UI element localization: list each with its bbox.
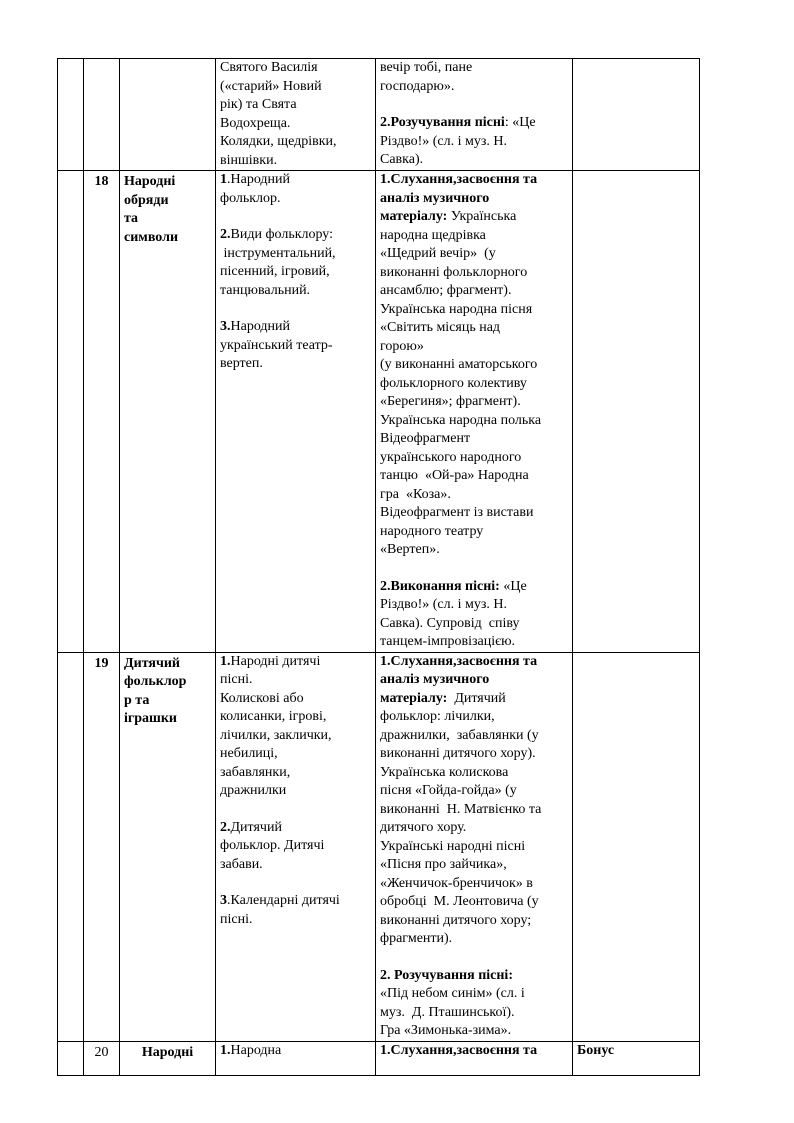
table-row-continuation	[58, 59, 700, 171]
text-line: забавлянки,	[220, 764, 291, 780]
cell-empty	[58, 171, 84, 653]
text-line: українського народного	[380, 449, 522, 465]
text-line: пісні.	[220, 672, 253, 687]
cell-content	[216, 652, 376, 1041]
text-line	[380, 967, 568, 986]
cell-activities	[376, 652, 573, 1041]
item-number: 3.	[220, 319, 231, 334]
text-line: народного театру	[380, 523, 484, 539]
text-line	[380, 578, 568, 597]
lesson-topic	[120, 171, 216, 653]
text-line	[380, 190, 568, 209]
text-line	[380, 114, 568, 133]
text-line: Гра «Зимонька-зима».	[380, 1023, 512, 1038]
text-line: Українські народні пісні	[380, 838, 526, 854]
listening-heading: аналіз музичного	[380, 672, 490, 687]
text-line: Різдво!» (сл. і муз. Н.	[380, 597, 508, 612]
text-line: гра «Коза».	[380, 486, 451, 502]
text-line	[220, 653, 371, 672]
text-line: фольклор. Дитячі	[220, 838, 325, 853]
listening-heading: аналіз музичного	[380, 190, 490, 206]
text-fragment: «Це	[499, 578, 527, 594]
text-line: Різдво!» (сл. і муз. Н.	[380, 133, 508, 149]
topic-line: обряди	[124, 192, 169, 208]
text-line	[380, 171, 568, 190]
text-line: «Щедрий вечір» (у	[380, 246, 496, 261]
item-number: 2.	[220, 227, 231, 242]
text-line: («старий» Новий	[220, 78, 322, 94]
text-line: «Женчичок-бренчичок» в	[380, 875, 533, 891]
text-line: народна щедрівка	[380, 227, 486, 243]
text-line	[380, 653, 568, 672]
text-line: виконанні дитячого хору;	[380, 912, 532, 928]
text-line: ансамблю; фрагмент).	[380, 283, 512, 298]
text-line: «Світить місяць над	[380, 320, 501, 335]
listening-heading: 1.Слухання,засвоєння та	[380, 653, 538, 669]
item-number: 1.	[220, 653, 231, 669]
text-line	[220, 1042, 371, 1061]
listening-heading: 1.Слухання,засвоєння та	[380, 1042, 538, 1058]
topic-line: Народні	[124, 174, 176, 189]
bonus-text: Бонус	[577, 1042, 615, 1058]
text-fragment: Дитячий	[230, 819, 282, 835]
text-line: виконанні дитячого хору).	[380, 746, 536, 761]
text-line: Українська народна пісня	[380, 301, 533, 317]
text-line: пісня «Гойда-гойда» (у	[380, 783, 517, 798]
topic-line: та	[124, 211, 139, 226]
text-line: фрагменти).	[380, 931, 453, 946]
text-line: Водохреща.	[220, 115, 291, 131]
performance-heading: 2.Виконання пісні:	[380, 578, 500, 594]
text-line: обробці М. Леонтовича (у	[380, 894, 539, 909]
text-line: пісні.	[220, 911, 253, 927]
text-line: горою»	[380, 338, 424, 354]
song-learning-heading: 2.Розучування пісні	[380, 115, 505, 130]
text-line: виконанні фольклорного	[380, 264, 528, 280]
text-line: Відеофрагмент	[380, 431, 471, 446]
topic-line: символи	[124, 229, 179, 245]
text-line	[220, 171, 371, 190]
item-number: 1.	[220, 1042, 231, 1058]
text-line: «Вертеп».	[380, 542, 440, 557]
text-fragment: Народні дитячі	[230, 653, 321, 669]
text-line: (у виконанні аматорського	[380, 357, 538, 372]
listening-heading: матеріалу:	[380, 209, 448, 224]
text-line: дражнилки, забавлянки (у	[380, 727, 539, 743]
text-line: Відеофрагмент із вистави	[380, 505, 534, 520]
text-line: виконанні Н. Матвієнко та	[380, 801, 542, 817]
text-fragment: Українська	[447, 209, 517, 224]
lesson-plan-table	[57, 58, 700, 1076]
text-fragment: .Календарні дитячі	[227, 893, 340, 908]
text-line: інструментальний,	[220, 245, 336, 261]
item-number: 1	[220, 172, 227, 187]
text-line: танцювальний.	[220, 282, 311, 298]
lesson-topic	[120, 652, 216, 1041]
cell-empty	[58, 652, 84, 1041]
text-line: Савка). Супровід співу	[380, 615, 520, 631]
cell-notes	[573, 1041, 700, 1075]
text-line: «Під небом синім» (сл. і	[380, 986, 525, 1001]
text-line	[220, 892, 371, 911]
text-line: Савка).	[380, 152, 424, 167]
listening-heading: матеріалу:	[380, 690, 448, 706]
text-fragment: : «Це	[504, 115, 536, 130]
text-line	[220, 819, 371, 838]
text-line: дражнилки	[220, 783, 287, 798]
text-line: фольклор: лічилки,	[380, 709, 495, 724]
cell-content	[216, 59, 376, 171]
topic-line: іграшки	[124, 711, 177, 726]
cell-empty	[84, 59, 120, 171]
text-line	[380, 208, 568, 227]
text-line: «Пісня про зайчика»,	[380, 857, 507, 872]
text-line: муз. Д. Пташинської).	[380, 1004, 515, 1020]
text-line: фольклор.	[220, 190, 281, 206]
text-line: танцем-імпровізацією.	[380, 634, 516, 649]
text-line: фольклорного колективу	[380, 375, 527, 391]
song-learning-heading: 2. Розучування пісні:	[380, 967, 513, 983]
text-line: лічилки, заклички,	[220, 727, 332, 743]
text-fragment: Народна	[230, 1042, 282, 1058]
bonus-label	[577, 1042, 695, 1061]
cell-empty	[573, 59, 700, 171]
text-line: небилиці,	[220, 746, 278, 761]
cell-empty	[573, 171, 700, 653]
text-line: український театр-	[220, 337, 333, 353]
text-line: пісенний, ігровий,	[220, 264, 330, 279]
text-line	[220, 318, 371, 337]
text-line: Українська народна полька	[380, 412, 542, 428]
cell-empty	[58, 59, 84, 171]
lesson-number: 20	[84, 1041, 120, 1075]
cell-empty	[120, 59, 216, 171]
table-row-19	[58, 652, 700, 1041]
text-line: колисанки, ігрові,	[220, 709, 327, 724]
lesson-number: 19	[84, 652, 120, 1041]
cell-activities	[376, 59, 573, 171]
text-line: дитячого хору.	[380, 820, 467, 835]
text-line: рік) та Свята	[220, 97, 297, 112]
text-line: вечір тобі, пане	[380, 60, 473, 75]
text-line	[380, 671, 568, 690]
text-line: віншівки.	[220, 152, 278, 168]
text-fragment: Дитячий	[447, 690, 506, 706]
cell-empty	[58, 1041, 84, 1075]
text-line: танцю «Ой-ра» Народна	[380, 468, 529, 483]
topic-line: Дитячий	[124, 655, 180, 671]
topic-line: р та	[124, 692, 150, 708]
cell-content	[216, 1041, 376, 1075]
table-row-20	[58, 1041, 700, 1075]
text-line: Колядки, щедрівки,	[220, 134, 337, 149]
text-line	[380, 690, 568, 709]
cell-activities	[376, 171, 573, 653]
topic-line: фольклор	[124, 674, 187, 689]
text-fragment: Народний	[230, 319, 291, 334]
cell-content	[216, 171, 376, 653]
text-line	[380, 1042, 568, 1061]
text-line: «Берегиня»; фрагмент).	[380, 394, 521, 409]
table-row-18	[58, 171, 700, 653]
listening-heading: 1.Слухання,засвоєння та	[380, 172, 538, 187]
text-line: Святого Василія	[220, 60, 318, 75]
text-line: вертеп.	[220, 356, 263, 371]
text-line: Українська колискова	[380, 764, 509, 780]
text-line: господарю».	[380, 78, 455, 94]
item-number: 2.	[220, 819, 231, 835]
lesson-number: 18	[84, 171, 120, 653]
text-line: Колискові або	[220, 690, 304, 706]
text-line	[220, 226, 371, 245]
text-fragment: Види фольклору:	[230, 227, 334, 242]
text-line: забави.	[220, 856, 263, 872]
cell-empty	[573, 652, 700, 1041]
lesson-topic: Народні	[120, 1041, 216, 1075]
cell-activities	[376, 1041, 573, 1075]
item-number: 3	[220, 893, 227, 908]
text-fragment: .Народний	[227, 172, 291, 187]
